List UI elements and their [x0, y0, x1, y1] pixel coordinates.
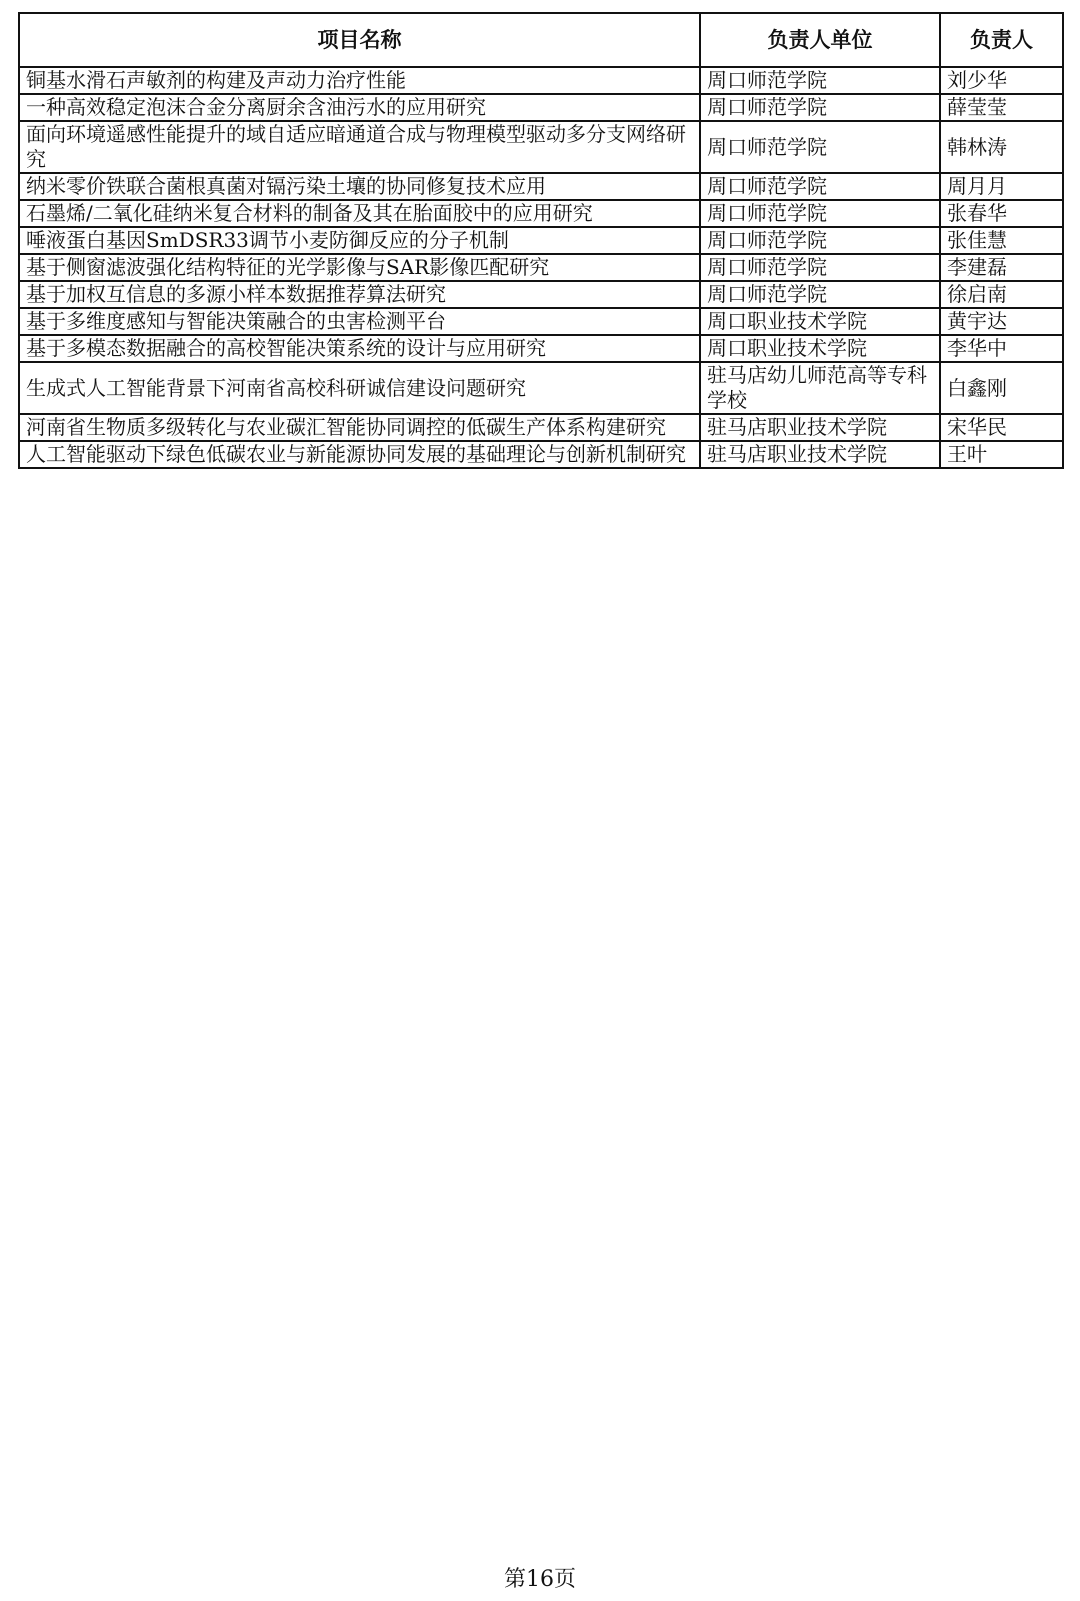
table-row: [19, 94, 1063, 121]
person-cell: 韩林涛: [940, 121, 1063, 173]
person-cell: 张佳慧: [940, 227, 1063, 254]
person-cell: 刘少华: [940, 67, 1063, 94]
header-person: 负责人: [940, 13, 1063, 67]
project-name-cell: 基于多维度感知与智能决策融合的虫害检测平台: [19, 308, 700, 335]
project-name-cell: 一种高效稳定泡沫合金分离厨余含油污水的应用研究: [19, 94, 700, 121]
project-name-cell: 基于多模态数据融合的高校智能决策系统的设计与应用研究: [19, 335, 700, 362]
header-unit: 负责人单位: [700, 13, 940, 67]
person-cell: 张春华: [940, 200, 1063, 227]
unit-cell: 周口师范学院: [700, 67, 940, 94]
table-row: [19, 281, 1063, 308]
unit-cell: 周口师范学院: [700, 254, 940, 281]
project-name-cell: 基于侧窗滤波强化结构特征的光学影像与SAR影像匹配研究: [19, 254, 700, 281]
unit-cell: 驻马店职业技术学院: [700, 441, 940, 468]
page-number: 第16页: [504, 1567, 576, 1592]
header-project-name: 项目名称: [19, 13, 700, 67]
unit-cell: 周口师范学院: [700, 173, 940, 200]
table-row: [19, 254, 1063, 281]
table-row: [19, 67, 1063, 94]
person-cell: 宋华民: [940, 414, 1063, 441]
project-table: [18, 12, 1064, 469]
project-name-cell: 石墨烯/二氧化硅纳米复合材料的制备及其在胎面胶中的应用研究: [19, 200, 700, 227]
table-row: [19, 441, 1063, 468]
unit-cell: 周口师范学院: [700, 94, 940, 121]
person-cell: 黄宇达: [940, 308, 1063, 335]
project-name-cell: 人工智能驱动下绿色低碳农业与新能源协同发展的基础理论与创新机制研究: [19, 441, 700, 468]
table-row: [19, 414, 1063, 441]
project-name-cell: 基于加权互信息的多源小样本数据推荐算法研究: [19, 281, 700, 308]
project-name-cell: 面向环境遥感性能提升的域自适应暗通道合成与物理模型驱动多分支网络研究: [19, 121, 700, 173]
table-header-row: [19, 13, 1063, 67]
table-row: [19, 308, 1063, 335]
table-row: [19, 362, 1063, 414]
unit-cell: 驻马店幼儿师范高等专科学校: [700, 362, 940, 414]
unit-cell: 周口师范学院: [700, 200, 940, 227]
unit-cell: 周口师范学院: [700, 227, 940, 254]
person-cell: 李建磊: [940, 254, 1063, 281]
project-name-cell: 铜基水滑石声敏剂的构建及声动力治疗性能: [19, 67, 700, 94]
person-cell: 周月月: [940, 173, 1063, 200]
person-cell: 徐启南: [940, 281, 1063, 308]
unit-cell: 周口师范学院: [700, 121, 940, 173]
table-row: [19, 173, 1063, 200]
project-name-cell: 纳米零价铁联合菌根真菌对镉污染土壤的协同修复技术应用: [19, 173, 700, 200]
unit-cell: 周口师范学院: [700, 281, 940, 308]
person-cell: 薛莹莹: [940, 94, 1063, 121]
table-row: [19, 200, 1063, 227]
table-row: [19, 227, 1063, 254]
person-cell: 白鑫刚: [940, 362, 1063, 414]
project-name-cell: 生成式人工智能背景下河南省高校科研诚信建设问题研究: [19, 362, 700, 414]
table-row: [19, 335, 1063, 362]
unit-cell: 周口职业技术学院: [700, 308, 940, 335]
unit-cell: 驻马店职业技术学院: [700, 414, 940, 441]
person-cell: 王叶: [940, 441, 1063, 468]
project-name-cell: 唾液蛋白基因SmDSR33调节小麦防御反应的分子机制: [19, 227, 700, 254]
unit-cell: 周口职业技术学院: [700, 335, 940, 362]
person-cell: 李华中: [940, 335, 1063, 362]
project-name-cell: 河南省生物质多级转化与农业碳汇智能协同调控的低碳生产体系构建研究: [19, 414, 700, 441]
table-row: [19, 121, 1063, 173]
